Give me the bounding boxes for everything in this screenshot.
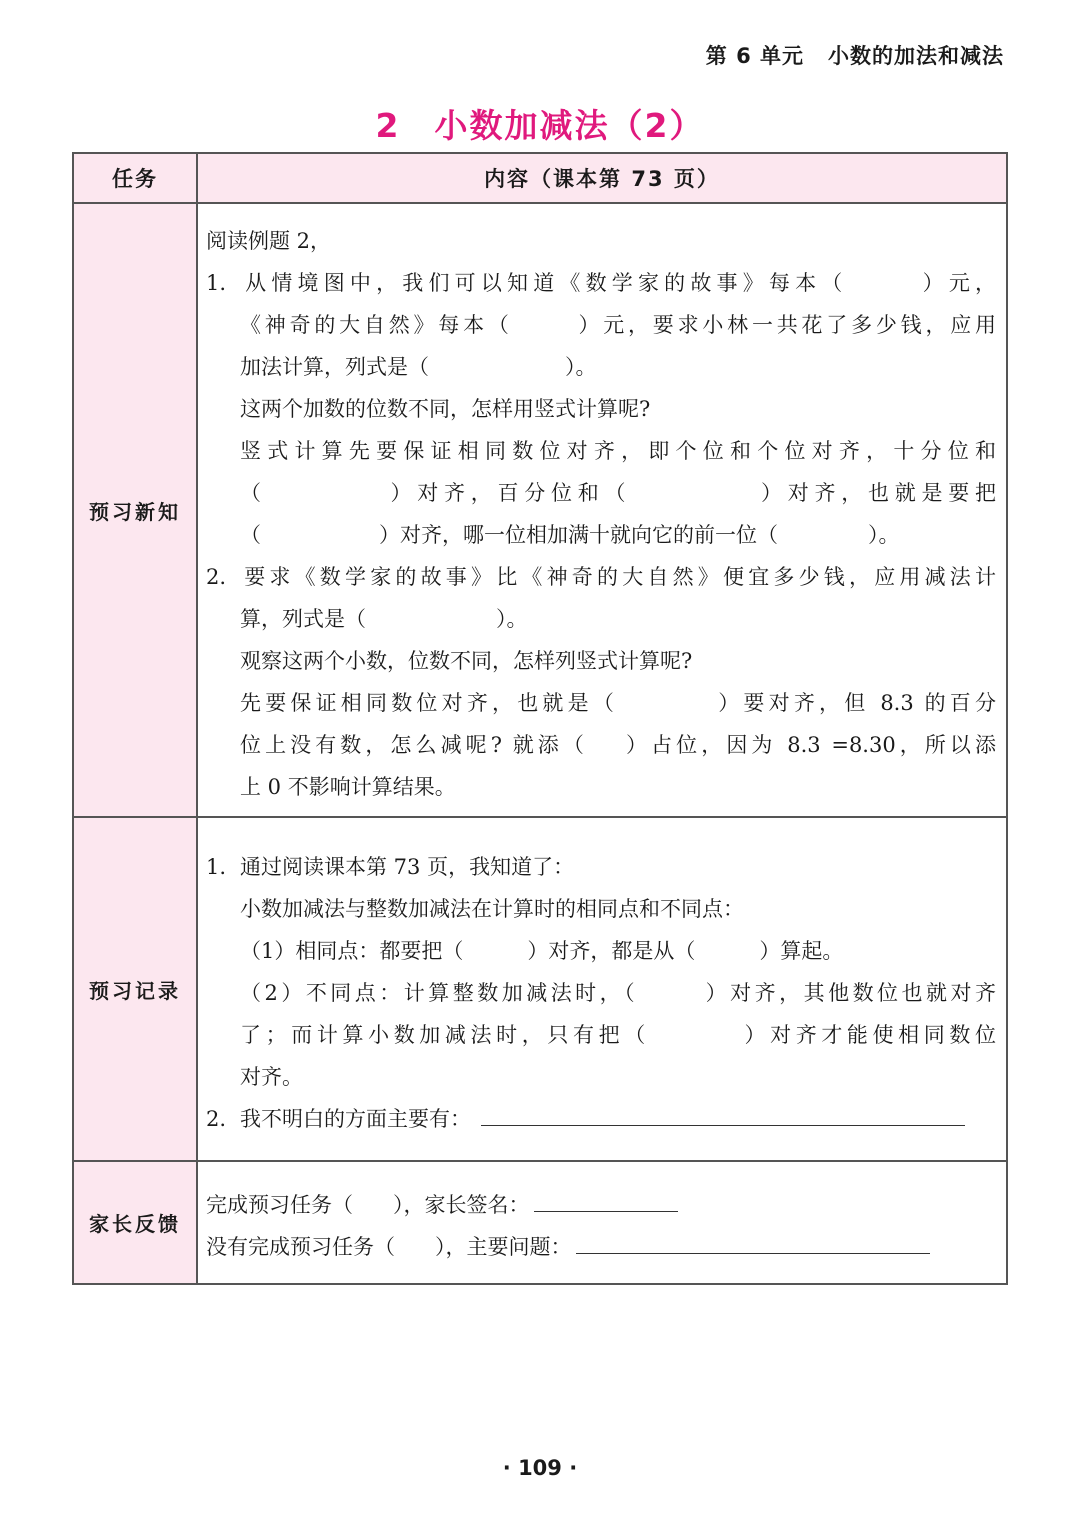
preview-task-table bbox=[72, 152, 1008, 1285]
page-number: · 109 · bbox=[502, 1456, 578, 1480]
lesson-title bbox=[0, 100, 1080, 147]
preview-q1-line2: 《神奇的大自然》每本（ ）元，要求小林一共花了多少钱，应用 bbox=[240, 313, 997, 337]
unclear-points-answer-line[interactable] bbox=[481, 1101, 965, 1126]
row-divider bbox=[74, 816, 1006, 818]
lesson-name: 小数加减法（2） bbox=[434, 106, 705, 145]
preview-q1-line5: 竖式计算先要保证相同数位对齐，即个位和个位对齐，十分位和 bbox=[240, 439, 996, 463]
preview-q2-line6: 上 0 不影响计算结果。 bbox=[240, 775, 456, 799]
preview-intro: 阅读例题 2， bbox=[206, 229, 332, 253]
preview-q1-line6: （ ）对齐，百分位和（ ）对齐，也就是要把 bbox=[240, 481, 996, 505]
preview-new-knowledge-label: 预习新知 bbox=[74, 204, 196, 816]
feedback-line1: 完成预习任务（ ），家长签名： bbox=[206, 1184, 996, 1226]
row-divider bbox=[74, 1160, 1006, 1162]
preview-q1-line7: （ ）对齐，哪一位相加满十就向它的前一位（ ）。 bbox=[240, 523, 900, 547]
lesson-number: 2 bbox=[375, 106, 401, 145]
parent-feedback-label: 家长反馈 bbox=[74, 1162, 196, 1283]
preview-record-label: 预习记录 bbox=[74, 818, 196, 1160]
preview-q1-line1: 1. 从情境图中，我们可以知道《数学家的故事》每本（ ）元， bbox=[206, 271, 997, 295]
preview-q2-line1: 2. 要求《数学家的故事》比《神奇的大自然》便宜多少钱，应用减法计 bbox=[206, 565, 996, 589]
preview-q2-line2: 算，列式是（ ）。 bbox=[240, 607, 528, 631]
preview-q1-line3: 加法计算，列式是（ ）。 bbox=[240, 355, 597, 379]
record-r1-line6: 对齐。 bbox=[240, 1065, 303, 1089]
preview-q2-line4: 先要保证相同数位对齐，也就是（ ）要对齐，但 8.3 的百分 bbox=[240, 691, 996, 715]
task-column-header: 任务 bbox=[74, 154, 196, 202]
record-r1-line2: 小数加减法与整数加减法在计算时的相同点和不同点： bbox=[240, 897, 744, 921]
unit-number: 第 6 单元 bbox=[705, 44, 804, 68]
record-r1-line3: （1）相同点：都要把（ ）对齐，都是从（ ）算起。 bbox=[240, 939, 844, 963]
record-r2-line: 2. 我不明白的方面主要有： bbox=[206, 1098, 996, 1140]
record-r1-line5: 了；而计算小数加减法时，只有把（ ）对齐才能使相同数位 bbox=[240, 1023, 997, 1047]
main-problem-line[interactable] bbox=[576, 1229, 930, 1254]
preview-q1-line4: 这两个加数的位数不同，怎样用竖式计算呢? bbox=[240, 397, 651, 421]
unit-topic: 小数的加法和减法 bbox=[828, 44, 1004, 68]
row-divider bbox=[74, 202, 1006, 204]
unit-header bbox=[706, 40, 1004, 70]
record-r1-line4: （2）不同点：计算整数加减法时，（ ）对齐，其他数位也就对齐 bbox=[240, 981, 997, 1005]
content-column-header: 内容（课本第 73 页） bbox=[198, 154, 1006, 202]
parent-signature-line[interactable] bbox=[534, 1187, 678, 1212]
feedback-line2: 没有完成预习任务（ ），主要问题： bbox=[206, 1226, 996, 1268]
column-divider bbox=[196, 154, 198, 1283]
record-r1-line1: 1. 通过阅读课本第 73 页，我知道了： bbox=[206, 855, 575, 879]
preview-q2-line5: 位上没有数，怎么减呢? 就添（ ）占位，因为 8.3 =8.30，所以添 bbox=[240, 733, 996, 757]
preview-q2-line3: 观察这两个小数，位数不同，怎样列竖式计算呢? bbox=[240, 649, 693, 673]
